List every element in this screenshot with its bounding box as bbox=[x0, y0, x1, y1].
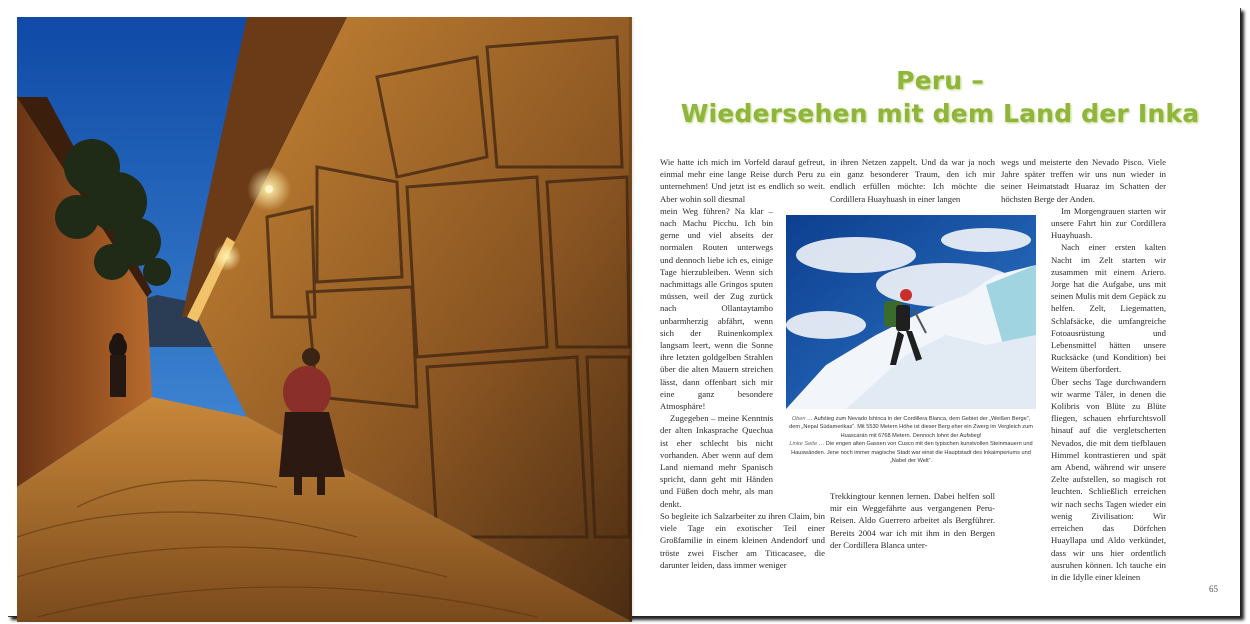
title-line-2: Wiedersehen mit dem Land der Inka bbox=[680, 99, 1200, 128]
col2-paragraph-bottom: Trekkingtour kennen lernen. Dabei helfen soll mir ein Weggefährte aus vergangenen Peru-Reisen. Aldo Guerrero arbeitet als Bergführer. Bereits 2004 war ich mit ihm in den Bergen der Cordillera Blanca unter- bbox=[830, 491, 995, 550]
cusco-street-illustration bbox=[17, 17, 632, 622]
mountaineer-illustration bbox=[786, 215, 1036, 409]
caption-text-top: … Aufstieg zum Nevado Ishinca in der Cordillera Blanca, dem Gebiet der „Weißen Berge“, dem „Nepal Südamerikas“. Mit 5530 Metern Höhe ist dieser Berg eher ein Zwerg im Vergleich zum Huascarán mit 6768 Metern. Dennoch lohnt der Aufstieg! bbox=[789, 416, 1033, 439]
text-column-2-top bbox=[830, 156, 995, 205]
caption-top bbox=[786, 415, 1036, 440]
col2-paragraph-top: in ihren Netzen zappelt. Und da war ja noch ein ganz besonderer Traum, den ich mir endlich erfüllen möchte: Ich möchte die Cordillera Huayhuash in einer langen bbox=[830, 157, 995, 204]
cusco-street-photo bbox=[17, 17, 632, 622]
col3-paragraph-1: wegs und meisterte den Nevado Pisco. Viele Jahre später treffen wir uns nun wieder in seiner Heimatstadt Huaraz im Schatten der höchsten Berge der Anden. bbox=[1001, 157, 1166, 204]
text-column-2-bottom bbox=[830, 490, 995, 551]
col1-paragraph-1-continued: mein Weg führen? Na klar – nach Machu Picchu. Ich bin gerne und viel abseits der normalen Routen unterwegs und dennoch liebe ich es, einige Tage hierzubleiben. Wenn sich nachmittags alle Gringos sputen müssen, weil der Zug zurück nach Ollantaytambo unbarmherzig abfährt, wenn sich der Ruinenkomplex langsam leert, wenn die Sonne ihre letzten goldgelben Strahlen über die alten Mauern streichen lässt, dann offenbart sich mir eine ganz besondere Atmosphäre! bbox=[660, 205, 773, 412]
caption-left bbox=[786, 440, 1036, 465]
text-column-3 bbox=[1001, 156, 1166, 583]
mountaineer-photo bbox=[786, 215, 1036, 409]
col1-narrow-block bbox=[660, 205, 773, 510]
caption-text-left: … Die engen alten Gassen von Cusco mit den typischen kunstvollen Steinmauern und Hauswänden. Jene noch immer magische Stadt war einst die Hauptstadt des Inkaimperiums und „Nabel der Welt“. bbox=[791, 441, 1033, 465]
caption-label-left: Linke Seite bbox=[789, 441, 818, 448]
col3-paragraph-3: Nach einer ersten kalten Nacht im Zelt starten wir zusammen mit einem Ariero. Jorge hat die Aufgabe, uns mit seinen Mulis mit dem Gepäck zu helfen. Zelt, Liegematten, Schlafsäcke, die umfangreiche Fotoausrüstung und Lebensmittel hätten unsere Rucksäcke (und Kondition) bei Weitem überfordert. bbox=[1051, 242, 1166, 375]
col3-paragraph-2: Im Morgengrauen starten wir unsere Fahrt hin zur Cordillera Huayhuash. bbox=[1051, 205, 1166, 241]
col3-narrow-block bbox=[1051, 205, 1166, 583]
col1-paragraph-2: Zugegeben – meine Kenntnis der alten Inkasprache Quechua ist eher schlecht bis nicht vorhanden. Aber wenn auf dem Land niemand mehr Spanisch spricht, dann geht mit Händen und Füßen doch mehr, als man denkt. bbox=[660, 413, 773, 509]
caption-label-top: Oben bbox=[791, 416, 806, 422]
col1-paragraph-3: So begleite ich Salzarbeiter zu ihren Claim, bin viele Tage ein exotischer Teil einer Großfamilie in einem kleinen Andendorf und tröste zwei Fischer am Titicacasee, die darunter leiden, dass immer weniger bbox=[660, 510, 825, 570]
book-spread bbox=[7, 7, 1240, 616]
pedestrian-figure bbox=[109, 333, 127, 397]
article-title bbox=[632, 64, 1248, 130]
col3-paragraph-4: Über sechs Tage durchwandern wir warme Täler, in denen die Kolibris von Blüte zu Blüte fliegen, schauen ehrfurchtsvoll hinauf auf die vergletscherten Nevados, die mit dem tiefblauen Himmel kontrastieren und spät am Abend, während wir unsere Zelte aufstellen, so magisch rot leuchten. Schließlich erreichen wir nach sechs Tagen wieder ein wenig Zivilisation: Wir erreichen das Dörfchen Huayllapa und Aldo verkündet, dass wir uns hier ordentlich ausruhen können. Ich tauche ein in die Idylle einer kleinen bbox=[1051, 376, 1166, 582]
col1-paragraph-1: Wie hatte ich mich im Vorfeld darauf gefreut, einmal mehr eine lange Reise durch Peru zu unternehmen! Und jetzt ist es endlich so weit. Aber wohin soll diesmal bbox=[660, 157, 825, 204]
photo-caption bbox=[786, 415, 1036, 465]
title-line-1: Peru – bbox=[896, 66, 984, 95]
article-page bbox=[632, 17, 1248, 622]
page-number: 65 bbox=[1209, 584, 1218, 594]
